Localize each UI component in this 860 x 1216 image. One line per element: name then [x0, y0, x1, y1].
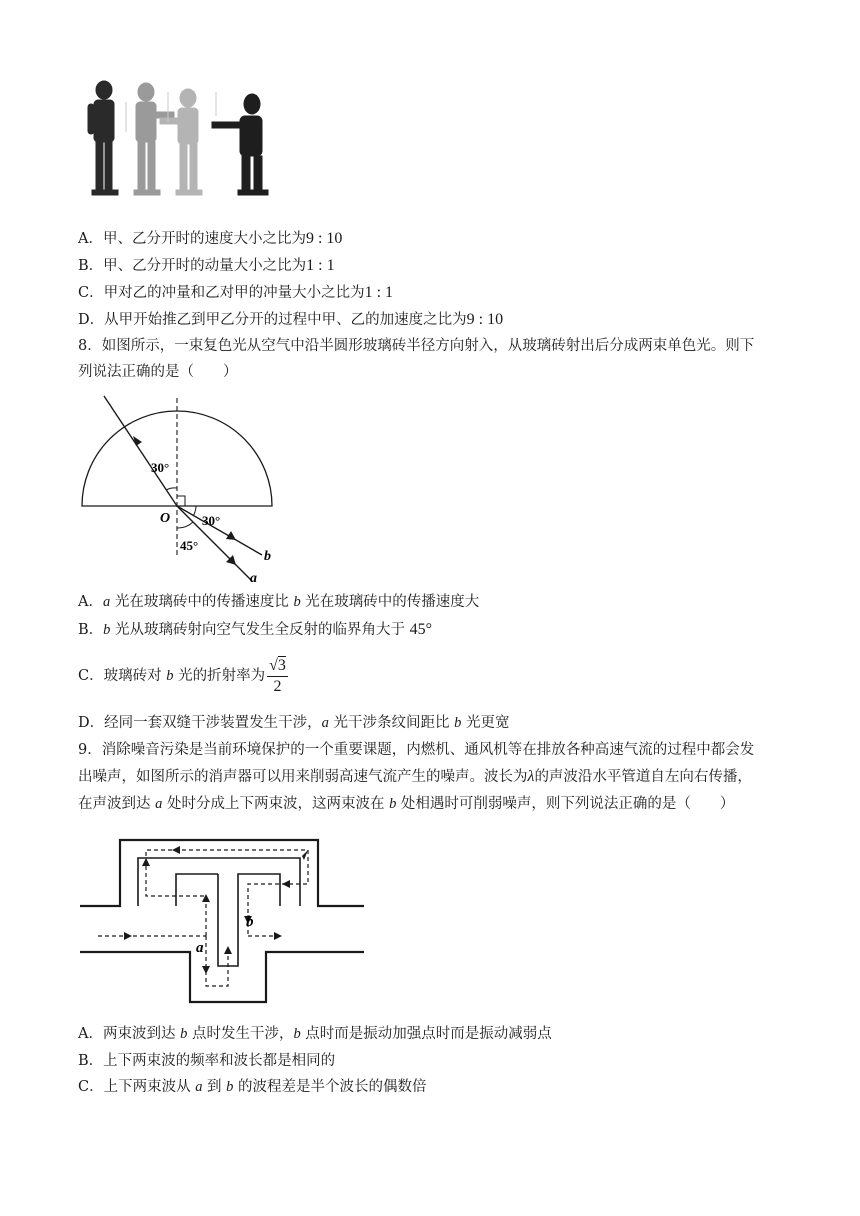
- option-prefix: D．经同一套双缝干涉装置发生干涉，: [78, 715, 322, 731]
- right-angle-mark: [177, 496, 185, 506]
- fraction-sqrt3-over-2: [267, 656, 288, 697]
- q8-option-a: [78, 592, 479, 612]
- option-prefix: D．: [78, 312, 105, 328]
- var-b: b: [293, 1026, 301, 1042]
- pipe-outline-top: [80, 840, 364, 906]
- q9-stem-line3: [78, 794, 734, 814]
- var-a: a: [155, 796, 163, 812]
- var-a: a: [102, 594, 111, 610]
- var-b: b: [293, 594, 301, 610]
- var-b: b: [454, 715, 462, 731]
- var-b: b: [166, 668, 174, 684]
- var-b: b: [389, 796, 397, 812]
- point-o-label: O: [160, 511, 171, 526]
- var-b: b: [226, 1079, 234, 1095]
- stem-text: 的声波沿水平管道自左向右传播，: [534, 769, 752, 785]
- option-value: 45°: [409, 621, 433, 638]
- option-prefix: B．: [78, 258, 104, 274]
- angle-label-top: 30°: [151, 460, 170, 475]
- stem-text: 出噪声，如图所示的消声器可以用来削弱高速气流产生的噪声。波长为: [78, 769, 528, 785]
- fraction-numerator: 3: [277, 656, 286, 674]
- stem-text: 处相遇时可削弱噪声，则下列说法正确的是（ ）: [396, 796, 735, 812]
- option-value: 9 : 10: [305, 230, 343, 247]
- option-value: 9 : 10: [466, 311, 504, 328]
- q7-option-b: [78, 256, 335, 276]
- option-prefix: C．玻璃砖对: [78, 668, 167, 684]
- stem-text: 处时分成上下两束波，这两束波在: [162, 796, 390, 812]
- q7-option-c: [78, 283, 393, 303]
- q9-stem-line2: [78, 767, 752, 787]
- option-text: 点时而是振动加强点时而是振动减弱点: [300, 1026, 552, 1042]
- q9-option-a: [78, 1024, 552, 1044]
- stem-text: 在声波到达: [78, 796, 156, 812]
- option-text: 光在玻璃砖中的传播速度比: [110, 594, 294, 610]
- angle-label-right: 30°: [202, 513, 221, 528]
- q8-option-d: [78, 713, 509, 733]
- var-a: a: [195, 1079, 203, 1095]
- q9-option-b: B．上下两束波的频率和波长都是相同的: [78, 1053, 336, 1069]
- option-text: 甲、乙分开时的动量大小之比为: [103, 258, 307, 274]
- var-a: a: [321, 715, 329, 731]
- ray-a-label: a: [250, 571, 257, 586]
- option-text: 甲、乙分开时的速度大小之比为: [102, 231, 306, 247]
- pipe-outline-bottom: [80, 952, 364, 1002]
- option-prefix: A．两束波到达: [78, 1026, 181, 1042]
- angle-label-bottom: 45°: [180, 538, 199, 553]
- option-text: 光从玻璃砖射向空气发生全反射的临界角大于: [110, 622, 410, 638]
- muffler-figure: [80, 836, 366, 1006]
- var-b: b: [180, 1026, 188, 1042]
- option-value: 1 : 1: [306, 257, 335, 274]
- option-prefix: C．上下两束波从: [78, 1079, 196, 1095]
- option-text: 光更宽: [461, 715, 510, 731]
- q7-option-a: [78, 229, 342, 249]
- fraction-denominator: 2: [273, 677, 282, 695]
- option-value: 1 : 1: [364, 284, 394, 301]
- option-prefix: C．: [78, 285, 104, 301]
- option-text: 光干涉条纹间距比: [328, 715, 455, 731]
- lambda-symbol: λ: [527, 768, 535, 785]
- q8-option-b: [78, 620, 432, 640]
- option-text: 光的折射率为: [173, 668, 266, 684]
- point-b-label: b: [246, 914, 254, 930]
- q8-stem-line2: 列说法正确的是（ ）: [78, 364, 238, 380]
- angle-arc-bottom: [177, 522, 193, 528]
- option-text: 甲对乙的冲量和乙对甲的冲量大小之比为: [103, 285, 365, 301]
- option-text: 的波程差是半个波长的偶数倍: [233, 1079, 427, 1095]
- ray-b-label: b: [264, 549, 271, 564]
- option-text: 光在玻璃砖中的传播速度大: [300, 594, 480, 610]
- angle-arc-right: [193, 506, 196, 516]
- point-a-label: a: [196, 940, 204, 956]
- option-prefix: A．: [78, 594, 103, 610]
- angle-arc-top: [166, 488, 177, 490]
- option-text: 从甲开始推乙到甲乙分开的过程中甲、乙的加速度之比为: [104, 312, 467, 328]
- q9-stem-line1: 9．消除噪音污染是当前环境保护的一个重要课题，内燃机、通风机等在排放各种高速气流的过程中都会发: [78, 742, 755, 758]
- sqrt-sign: √: [269, 656, 278, 674]
- inner-partition: [138, 858, 300, 906]
- q8-option-c: [78, 654, 288, 698]
- option-prefix: A．: [78, 231, 103, 247]
- q8-stem-line1: 8．如图所示，一束复色光从空气中沿半圆形玻璃砖半径方向射入，从玻璃砖射出后分成两束单色光。则下: [78, 338, 755, 354]
- var-b: b: [103, 622, 111, 638]
- q7-option-d: [78, 310, 503, 330]
- option-text: 点时发生干涉，: [187, 1026, 294, 1042]
- option-text: 到: [202, 1079, 227, 1095]
- glass-brick-figure: [76, 392, 286, 588]
- q9-option-c: [78, 1077, 427, 1097]
- skaters-figure: [76, 72, 298, 204]
- option-prefix: B．: [78, 622, 104, 638]
